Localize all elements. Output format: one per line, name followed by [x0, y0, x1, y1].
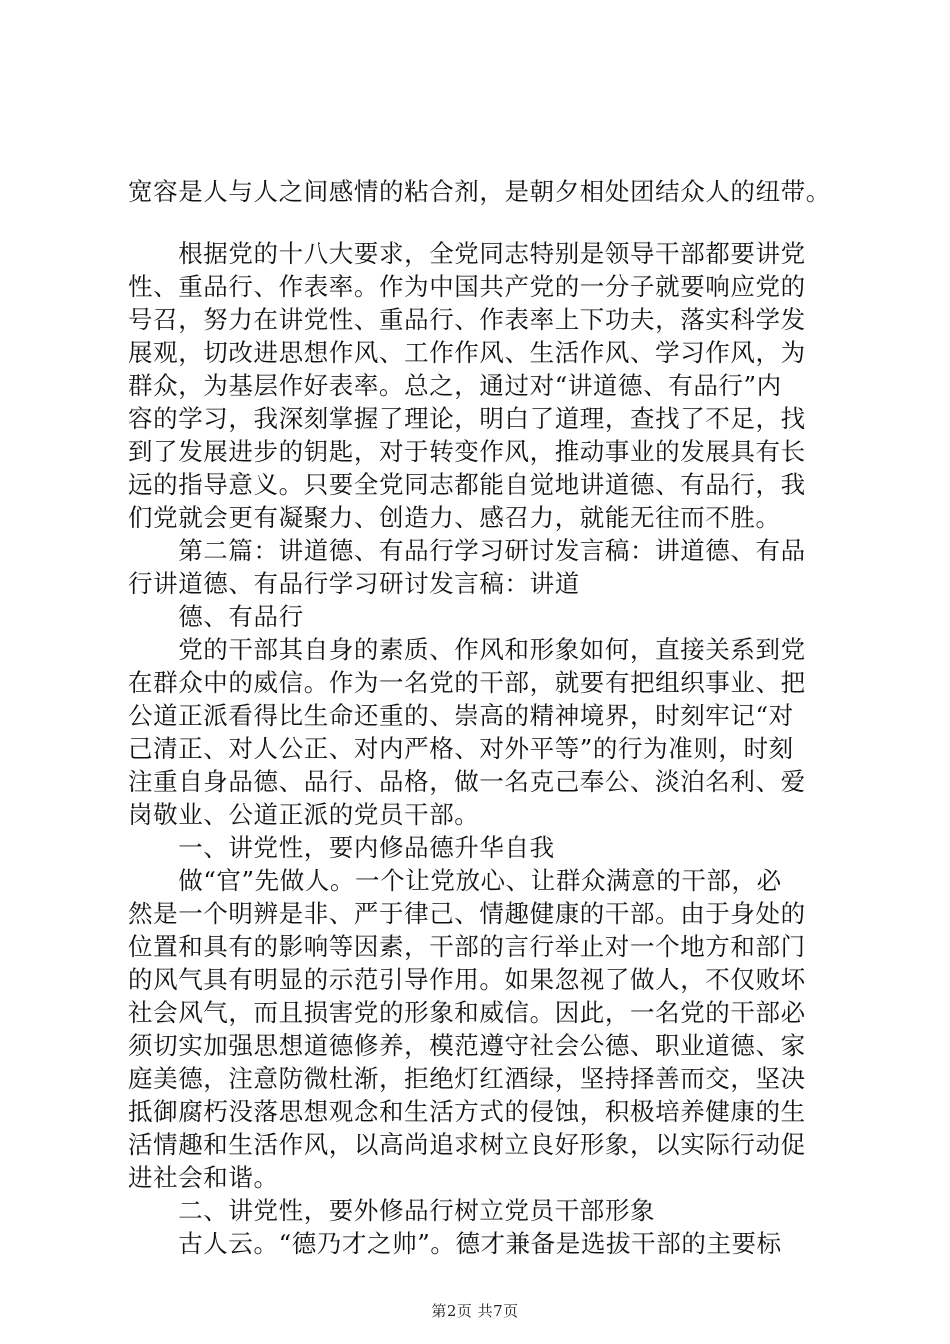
text-line: 抵御腐朽没落思想观念和生活方式的侵蚀，积极培养健康的生: [128, 1097, 806, 1126]
text-line: 到了发展进步的钥匙，对于转变作风，推动事业的发展具有长: [128, 437, 806, 466]
text-line: 古人云。“德乃才之帅”。德才兼备是选拔干部的主要标: [128, 1229, 782, 1258]
text-line: 公道正派看得比生命还重的、崇高的精神境界，时刻牢记“对: [128, 701, 794, 730]
text-line: 庭美德，注意防微杜渐，拒绝灯红酒绿，坚持择善而交，坚决: [128, 1064, 806, 1093]
text-line: 社会风气，而且损害党的形象和威信。因此，一名党的干部必: [128, 998, 806, 1027]
text-line: 群众，为基层作好表率。总之，通过对“讲道德、有品行”内: [128, 371, 782, 400]
text-line: 宽容是人与人之间感情的粘合剂，是朝夕相处团结众人的纽带。: [128, 177, 831, 206]
text-line: 位置和具有的影响等因素，干部的言行举止对一个地方和部门: [128, 932, 806, 961]
text-line: 远的指导意义。只要全党同志都能自觉地讲道德、有品行，我: [128, 470, 806, 499]
text-line: 性、重品行、作表率。作为中国共产党的一分子就要响应党的: [128, 272, 806, 301]
text-line: 做“官”先做人。一个让党放心、让群众满意的干部，必: [128, 866, 782, 895]
text-line: 活情趣和生活作风，以高尚追求树立良好形象，以实际行动促: [128, 1130, 806, 1159]
page-footer: 第2页 共7页: [431, 1302, 519, 1320]
subheading-line: 二、讲党性，要外修品行树立党员干部形象: [128, 1196, 656, 1225]
text-line: 号召，努力在讲党性、重品行、作表率上下功夫，落实科学发: [128, 305, 806, 334]
text-line: 党的干部其自身的素质、作风和形象如何，直接关系到党: [128, 635, 806, 664]
text-line: 进社会和谐。: [128, 1163, 279, 1192]
text-line: 根据党的十八大要求，全党同志特别是领导干部都要讲党: [128, 239, 806, 268]
text-line: 展观，切改进思想作风、工作作风、生活作风、学习作风，为: [128, 338, 806, 367]
text-line: 然是一个明辨是非、严于律己、情趣健康的干部。由于身处的: [128, 899, 806, 928]
text-line: 注重自身品德、品行、品格，做一名克己奉公、淡泊名利、爱: [128, 767, 806, 796]
text-line: 的风气具有明显的示范引导作用。如果忽视了做人，不仅败坏: [128, 965, 806, 994]
section-title-line: 行讲道德、有品行学习研讨发言稿：讲道: [128, 569, 580, 598]
section-title-line: 第二篇：讲道德、有品行学习研讨发言稿：讲道德、有品: [128, 536, 806, 565]
text-line: 容的学习，我深刻掌握了理论，明白了道理，查找了不足，找: [128, 404, 806, 433]
text-line: 己清正、对人公正、对内严格、对外平等”的行为准则，时刻: [128, 734, 794, 763]
text-line: 在群众中的威信。作为一名党的干部，就要有把组织事业、把: [128, 668, 806, 697]
text-line: 们党就会更有凝聚力、创造力、感召力，就能无往而不胜。: [128, 503, 781, 532]
text-line: 岗敬业、公道正派的党员干部。: [128, 800, 480, 829]
section-title-line: 德、有品行: [128, 602, 304, 631]
subheading-line: 一、讲党性，要内修品德升华自我: [128, 833, 555, 862]
text-line: 须切实加强思想道德修养，模范遵守社会公德、职业道德、家: [128, 1031, 806, 1060]
